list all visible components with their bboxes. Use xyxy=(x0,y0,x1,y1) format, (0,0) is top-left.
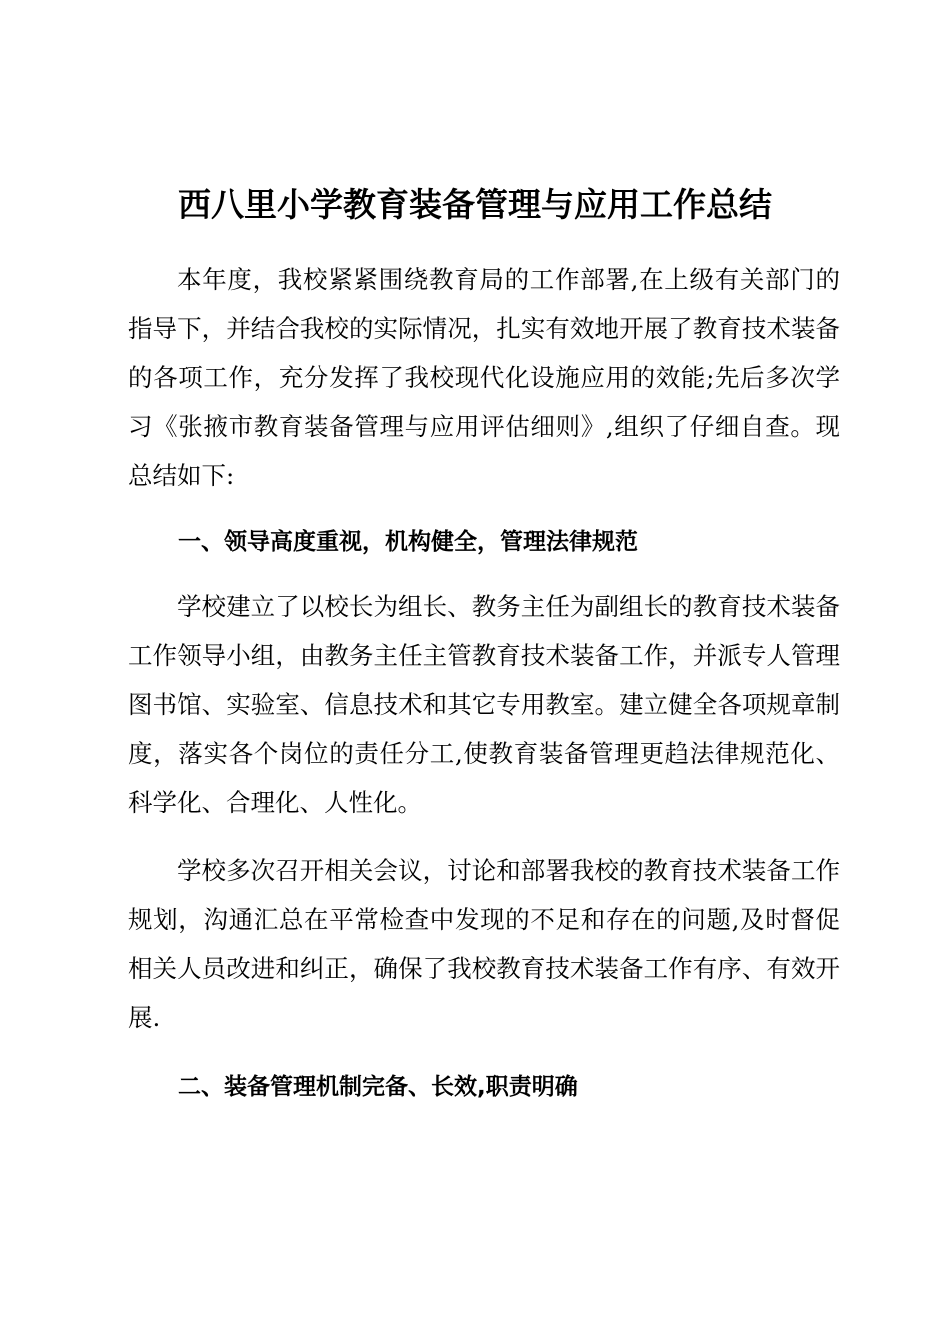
section-heading-2: 二、装备管理机制完备、长效,职责明确 xyxy=(178,1074,578,1100)
section-heading-1: 一、领导高度重视，机构健全，管理法律规范 xyxy=(178,529,638,555)
paragraph-intro: 本年度，我校紧紧围绕教育局的工作部署,在上级有关部门的指导下，并结合我校的实际情况，扎实有效地开展了教育技术装备的各项工作，充分发挥了我校现代化设施应用的效能;先后多次学习《张掖市教育装备管理与应用评估细则》,组织了仔细自查。现总结如下: xyxy=(128,265,840,490)
paragraph-leadership: 学校建立了以校长为组长、教务主任为副组长的教育技术装备工作领导小组，由教务主任主管教育技术装备工作，并派专人管理图书馆、实验室、信息技术和其它专用教室。建立健全各项规章制度，落实各个岗位的责任分工,使教育装备管理更趋法律规范化、科学化、合理化、人性化。 xyxy=(128,592,840,817)
paragraph-meetings: 学校多次召开相关会议，讨论和部署我校的教育技术装备工作规划，沟通汇总在平常检查中发现的不足和存在的问题,及时督促相关人员改进和纠正，确保了我校教育技术装备工作有序、有效开展. xyxy=(128,856,840,1032)
document-title: 西八里小学教育装备管理与应用工作总结 xyxy=(178,185,772,224)
